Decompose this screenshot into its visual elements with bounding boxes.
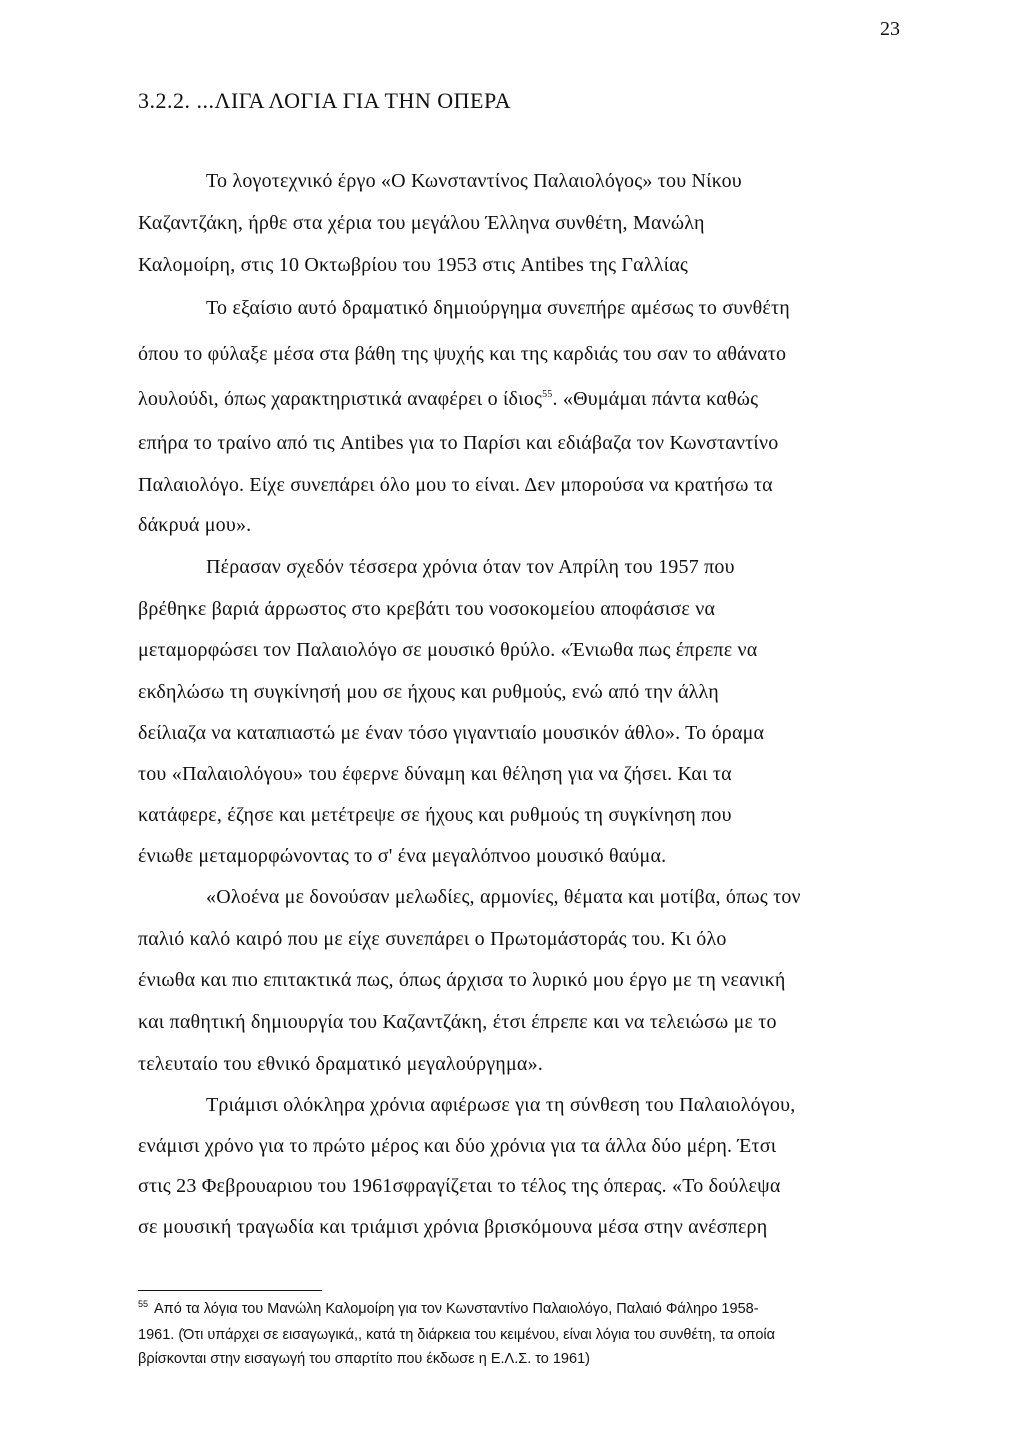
body-line: τελευταίο του εθνικό δραματικό μεγαλούργημα».: [138, 1053, 543, 1075]
body-line: παλιό καλό καιρό που με είχε συνεπάρει ο Πρωτομάστοράς του. Κι όλο: [138, 928, 727, 950]
body-line: και παθητική δημιουργία του Καζαντζάκη, έτσι έπρεπε και να τελειώσω με το: [138, 1011, 777, 1033]
body-line: δείλιαζα να καταπιαστώ με έναν τόσο γιγαντιαίο μουσικόν άθλο». Το όραμα: [138, 722, 765, 744]
body-line: Πέρασαν σχεδόν τέσσερα χρόνια όταν τον Απρίλη του 1957 που: [206, 556, 735, 578]
footnote-text: Από τα λόγια του Μανώλη Καλομοίρη για τον Κωνσταντίνο Παλαιολόγο, Παλαιό Φάληρο 1958-: [154, 1301, 759, 1317]
body-line-with-footnote: [138, 388, 758, 411]
body-line: κατάφερε, έζησε και μετέτρεψε σε ήχους και ρυθμούς τη συγκίνηση που: [138, 804, 732, 826]
body-line-text: λουλούδι, όπως χαρακτηριστικά αναφέρει ο ίδιος: [138, 388, 543, 410]
body-line: σε μουσική τραγωδία και τριάμισι χρόνια βρισκόμουνα μέσα στην ανέσπερη: [138, 1216, 768, 1238]
body-line-text: . «Θυμάμαι πάντα καθώς: [552, 388, 759, 410]
footnote-line: βρίσκονται στην εισαγωγή του σπαρτίτο που έκδωσε η Ε.Λ.Σ. το 1961): [138, 1351, 590, 1367]
section-heading: 3.2.2. ...ΛΙΓΑ ΛΟΓΙΑ ΓΙΑ ΤΗΝ ΟΠΕΡΑ: [138, 88, 512, 113]
body-line: ενάμισι χρόνο για το πρώτο μέρος και δύο χρόνια για τα άλλα δύο μέρη. Έτσι: [138, 1135, 777, 1157]
body-line: Το εξαίσιο αυτό δραματικό δημιούργημα συνεπήρε αμέσως το συνθέτη: [206, 297, 790, 319]
body-line: ένιωθα και πιο επιτακτικά πως, όπως άρχισα το λυρικό μου έργο με τη νεανική: [138, 969, 786, 991]
footnote-line: 1961. (Ότι υπάρχει σε εισαγωγικά,, κατά τη διάρκεια του κειμένου, είναι λόγια του συνθέτη, τα οποία: [138, 1327, 776, 1343]
footnote-line: [138, 1301, 759, 1317]
body-line: δάκρυά μου».: [138, 514, 252, 536]
body-line: βρέθηκε βαριά άρρωστος στο κρεβάτι του νοσοκομείου αποφάσισε να: [138, 598, 716, 620]
page-number: 23: [880, 18, 900, 40]
footnote-divider: [138, 1290, 322, 1291]
body-line: Παλαιολόγο. Είχε συνεπάρει όλο μου το είναι. Δεν μπορούσα να κρατήσω τα: [138, 474, 773, 496]
body-line: «Ολοένα με δονούσαν μελωδίες, αρμονίες, θέματα και μοτίβα, όπως τον: [206, 886, 801, 908]
body-line: όπου το φύλαξε μέσα στα βάθη της ψυχής και της καρδιάς του σαν το αθάνατο: [138, 343, 787, 365]
body-line: στις 23 Φεβρουαριου του 1961σφραγίζεται το τέλος της όπερας. «Το δούλεψα: [138, 1175, 781, 1197]
body-line: Καλομοίρη, στις 10 Οκτωβρίου του 1953 στις Antibes της Γαλλίας: [138, 254, 689, 276]
body-line: ένιωθε μεταμορφώνοντας το σ' ένα μεγαλόπνοο μουσικό θαύμα.: [138, 845, 667, 867]
footnote-reference: 55: [542, 389, 553, 400]
body-line: Το λογοτεχνικό έργο «Ο Κωνσταντίνος Παλαιολόγος» του Νίκου: [206, 170, 742, 192]
body-line: Τριάμισι ολόκληρα χρόνια αφιέρωσε για τη σύνθεση του Παλαιολόγου,: [206, 1094, 796, 1116]
body-line: του «Παλαιολόγου» του έφερνε δύναμη και θέληση για να ζήσει. Και τα: [138, 763, 732, 785]
body-line: εκδηλώσω τη συγκίνησή μου σε ήχους και ρυθμούς, ενώ από την άλλη: [138, 681, 719, 703]
body-line: μεταμορφώσει τον Παλαιολόγο σε μουσικό θρύλο. «Ένιωθα πως έπρεπε να: [138, 639, 758, 661]
body-line: Καζαντζάκη, ήρθε στα χέρια του μεγάλου Έλληνα συνθέτη, Μανώλη: [138, 212, 705, 234]
body-line: επήρα το τραίνο από τις Antibes για το Παρίσι και εδιάβαζα τον Κωνσταντίνο: [138, 432, 779, 454]
footnote-marker: 55: [138, 1299, 149, 1309]
